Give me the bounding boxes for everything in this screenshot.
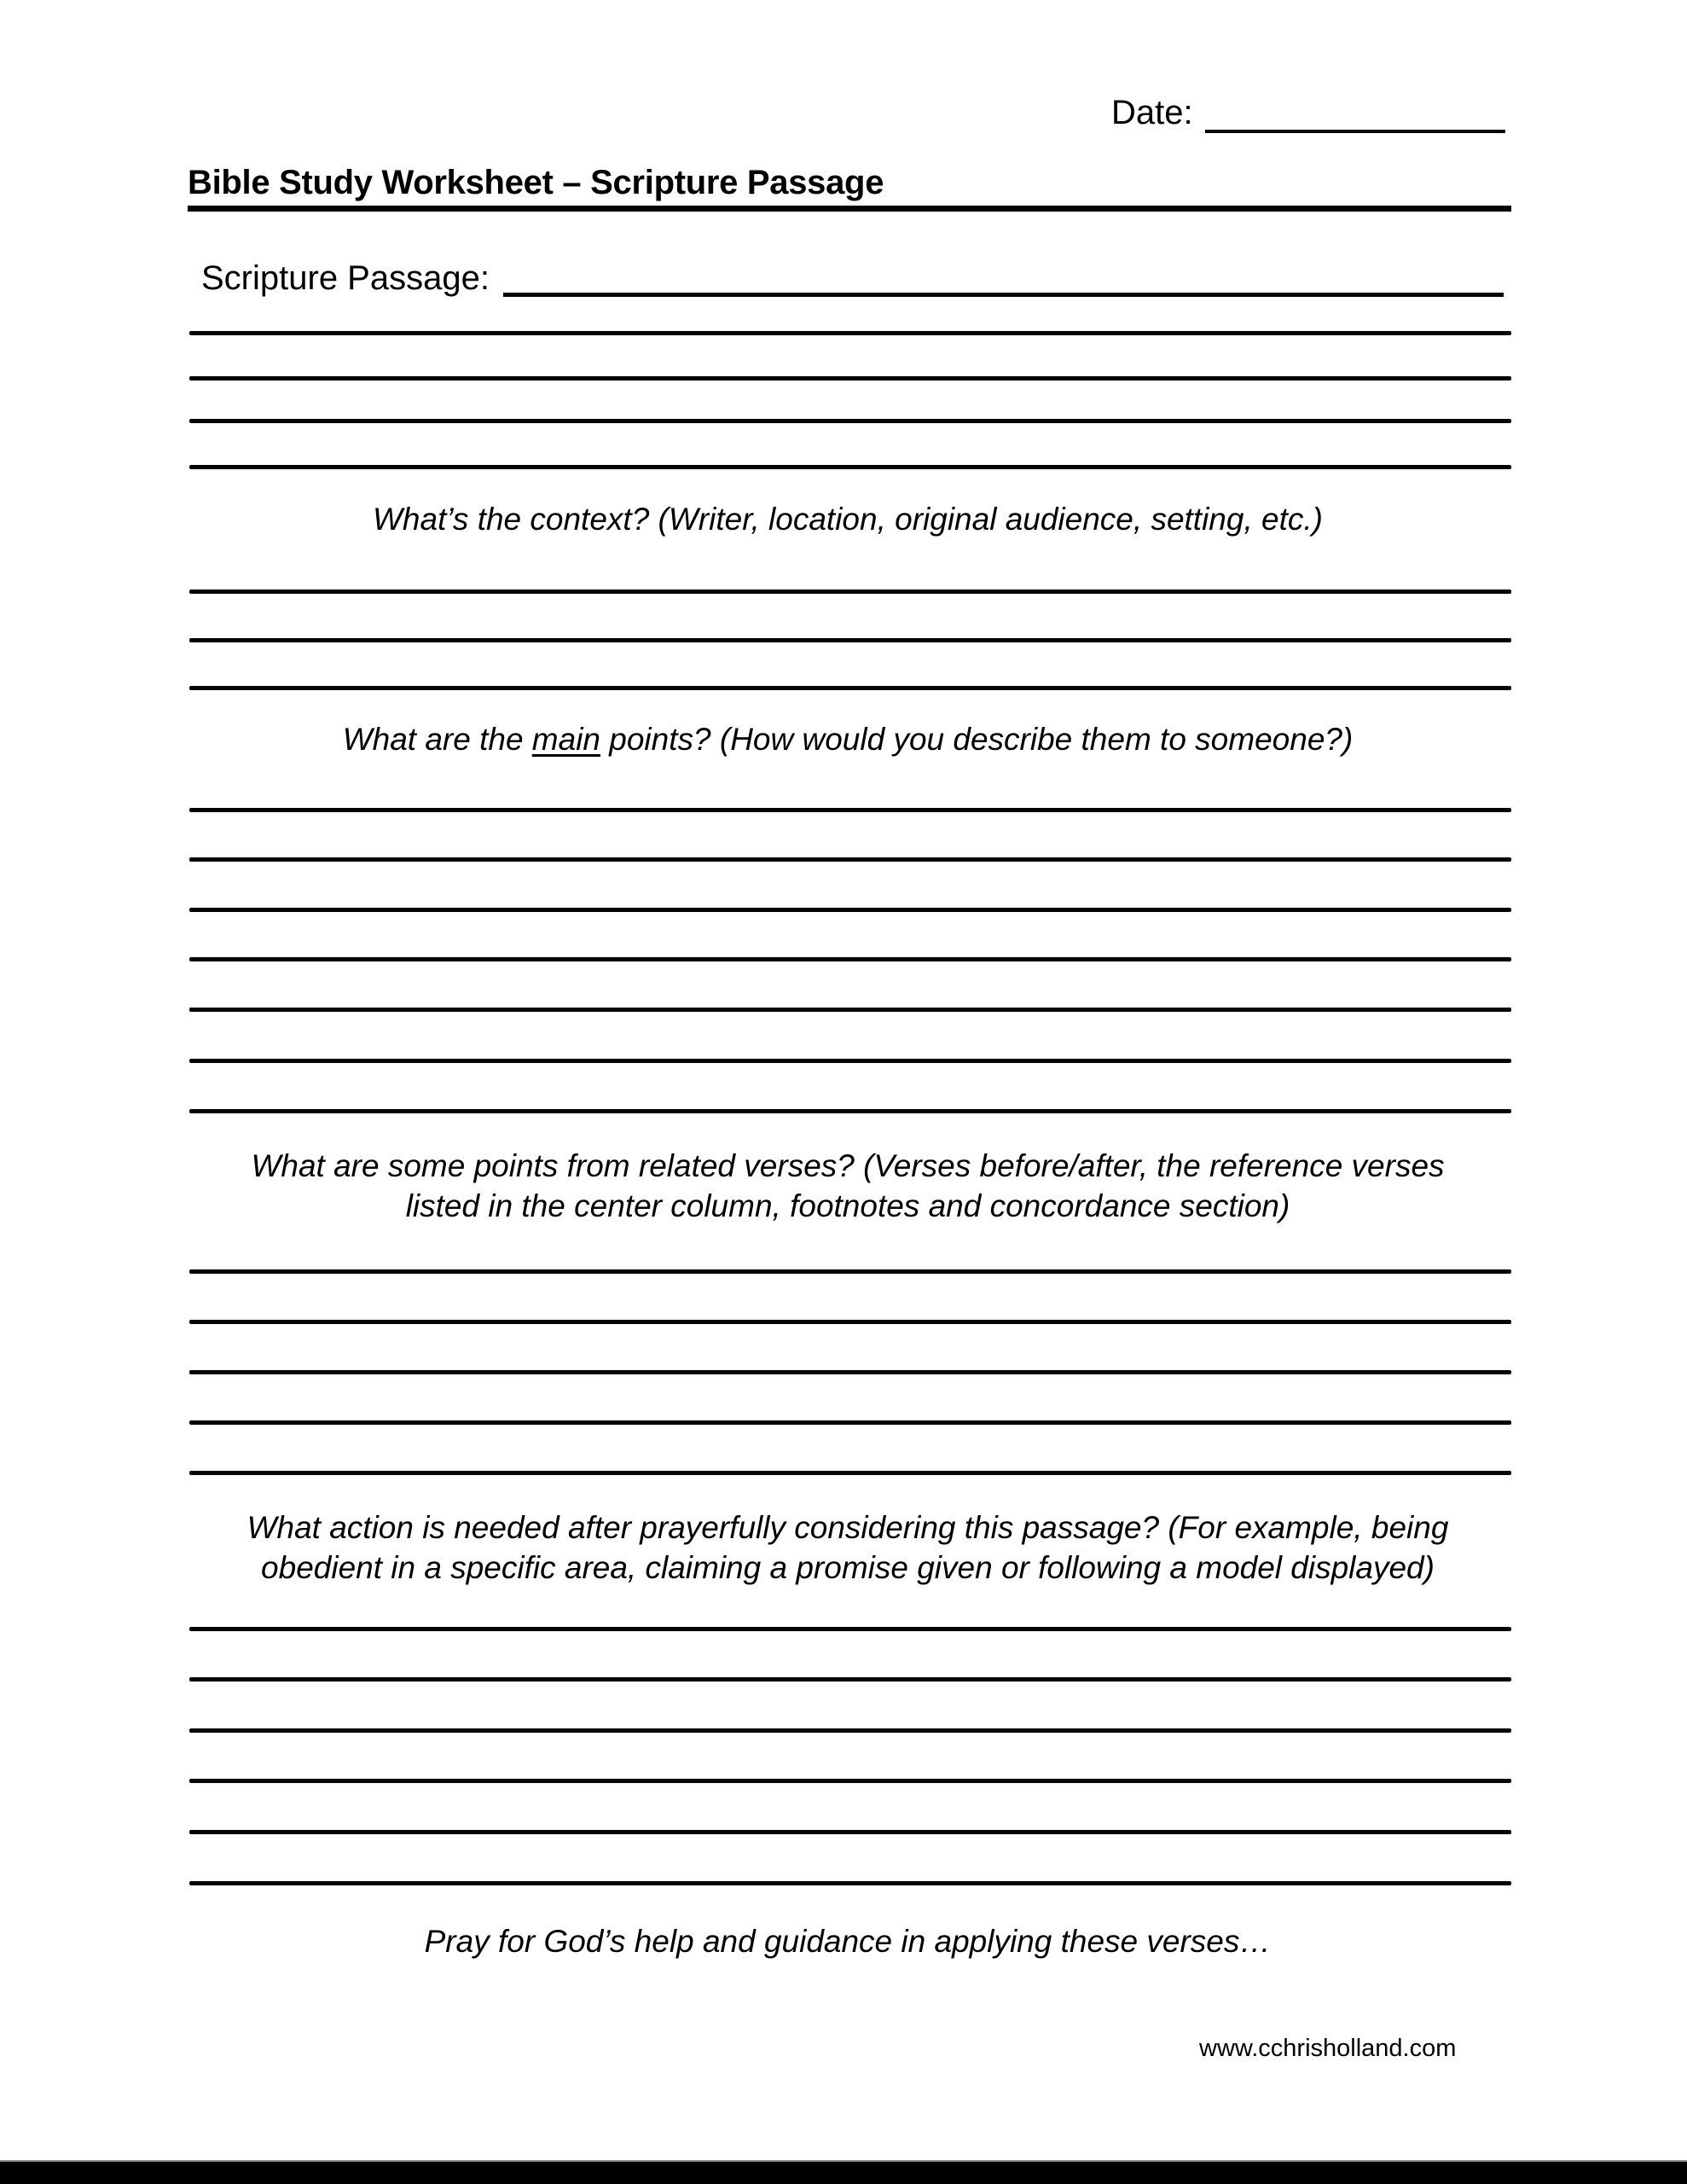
ruled-line	[189, 1008, 1511, 1012]
ruled-line	[189, 908, 1511, 912]
ruled-line	[189, 1728, 1511, 1733]
ruled-line	[189, 808, 1511, 812]
ruled-line	[189, 1881, 1511, 1885]
worksheet-title: Bible Study Worksheet – Scripture Passage	[188, 164, 884, 201]
ruled-line	[189, 1627, 1511, 1631]
ruled-line	[189, 1420, 1511, 1425]
ruled-line	[189, 376, 1511, 380]
scripture-passage-label: Scripture Passage:	[201, 259, 490, 297]
question-main-points	[192, 719, 1504, 759]
ruled-line	[189, 638, 1511, 642]
question-action-line2: obedient in a specific area, claiming a promise given or following a model displayed)	[261, 1550, 1435, 1585]
ruled-line	[189, 686, 1511, 690]
closing-prayer-note: Pray for God’s help and guidance in applying these verses…	[424, 1924, 1272, 1959]
ruled-line	[189, 1779, 1511, 1783]
ruled-line	[189, 957, 1511, 961]
ruled-line	[189, 1109, 1511, 1113]
ruled-line	[189, 1677, 1511, 1682]
date-label: Date:	[1111, 94, 1193, 131]
question-main-points-after: points? (How would you describe them to someone?)	[600, 722, 1354, 757]
date-fill-line	[1205, 130, 1505, 133]
date-row	[1111, 92, 1505, 133]
title-underline	[188, 206, 1511, 212]
ruled-line	[189, 1269, 1511, 1274]
ruled-line	[189, 419, 1511, 423]
ruled-line	[189, 1059, 1511, 1063]
ruled-line	[189, 1471, 1511, 1475]
question-action-line1: What action is needed after prayerfully considering this passage? (For example, being	[246, 1510, 1449, 1545]
ruled-line	[189, 1320, 1511, 1324]
question-action	[192, 1507, 1504, 1588]
scan-bottom-strip	[0, 2160, 1687, 2184]
ruled-line	[189, 465, 1511, 469]
ruled-line	[189, 1830, 1511, 1834]
footer-url: www.cchrisholland.com	[1199, 2035, 1457, 2062]
question-related-verses	[192, 1146, 1504, 1226]
question-related-verses-line1: What are some points from related verses? (Verses before/after, the reference verses	[251, 1148, 1445, 1183]
underlined-word-main: main	[531, 722, 600, 757]
ruled-line	[189, 590, 1511, 594]
question-context: What’s the context? (Writer, location, original audience, setting, etc.)	[373, 502, 1323, 537]
scripture-fill-line	[503, 293, 1504, 297]
question-related-verses-line2: listed in the center column, footnotes and concordance section)	[405, 1188, 1290, 1223]
question-main-points-before: What are the	[342, 722, 532, 757]
ruled-line	[189, 1370, 1511, 1374]
ruled-line	[189, 331, 1511, 335]
ruled-line	[189, 857, 1511, 862]
scripture-passage-row	[201, 256, 1504, 300]
